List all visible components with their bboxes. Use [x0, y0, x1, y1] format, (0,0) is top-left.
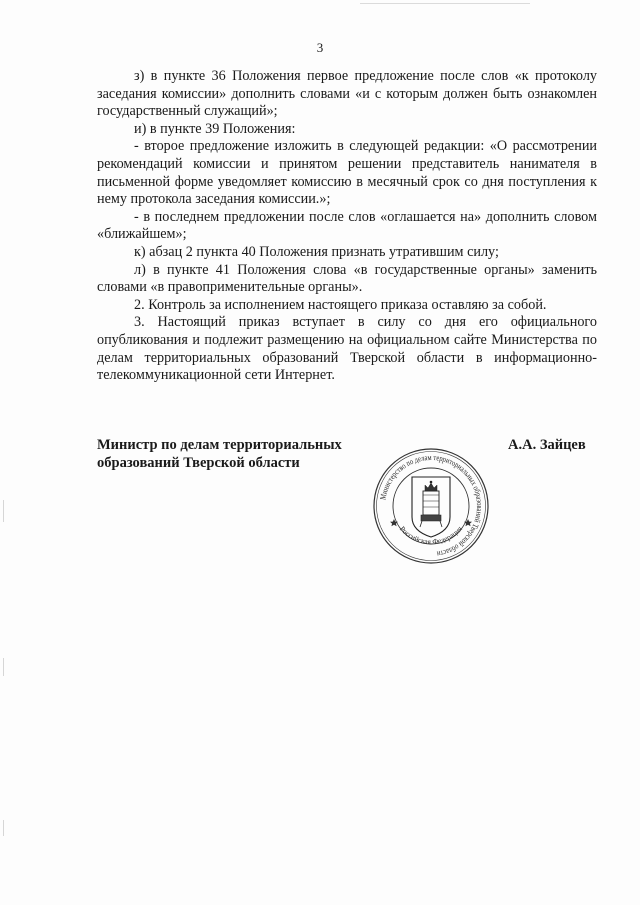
- seal-legend-top: Министерство по делам территориальных образований Тверской области: [378, 452, 485, 559]
- signatory-name: А.А. Зайцев: [508, 437, 586, 453]
- paragraph-second-sentence: - второе предложение изложить в следующей редакции: «О рассмотрении рекомендаций комиссии и принятом решении представитель нанимателя в письменной форме уведомляет комиссию в месячный срок со дня поступления к нему протокола заседания комиссии.»;: [97, 138, 597, 208]
- scan-artifact-left-3: [3, 820, 4, 836]
- paragraph-control: 2. Контроль за исполнением настоящего приказа оставляю за собой.: [134, 296, 547, 313]
- scan-artifact-top: [360, 3, 530, 4]
- document-body: [97, 68, 597, 385]
- signatory-position-line-2: образований Тверской области: [97, 454, 300, 471]
- signatory-position-line-1: Министр по делам территориальных: [97, 437, 342, 453]
- paragraph-item-k: к) абзац 2 пункта 40 Положения признать утратившим силу;: [134, 243, 499, 260]
- signatory-position: [97, 437, 377, 473]
- paragraph-last-sentence: - в последнем предложении после слов «оглашается на» дополнить словом «ближайшем»;: [97, 208, 597, 243]
- paragraph-item-z: з) в пункте 36 Положения первое предложение после слов «к протоколу заседания комиссии» дополнить словами «и с которым должен быть ознакомлен государственный служащий»;: [97, 68, 597, 120]
- coat-of-arms-icon: [412, 477, 450, 537]
- paragraph-item-l: л) в пункте 41 Положения слова «в государственные органы» заменить словами «в правоприменительные органы».: [97, 261, 597, 296]
- official-seal: [372, 447, 490, 565]
- paragraph-effective: 3. Настоящий приказ вступает в силу со дня его официального опубликования и подлежит размещению на официальном сайте Министерства по делам территориальных образований Тверской области в информационно-телекоммуникационной сети Интернет.: [97, 314, 597, 384]
- scan-artifact-left-1: [3, 500, 4, 522]
- page-number: 3: [316, 40, 324, 55]
- paragraph-item-i: и) в пункте 39 Положения:: [134, 120, 296, 137]
- scan-artifact-left-2: [3, 658, 4, 676]
- seal-legend-bottom: Российская Федерация: [398, 524, 464, 547]
